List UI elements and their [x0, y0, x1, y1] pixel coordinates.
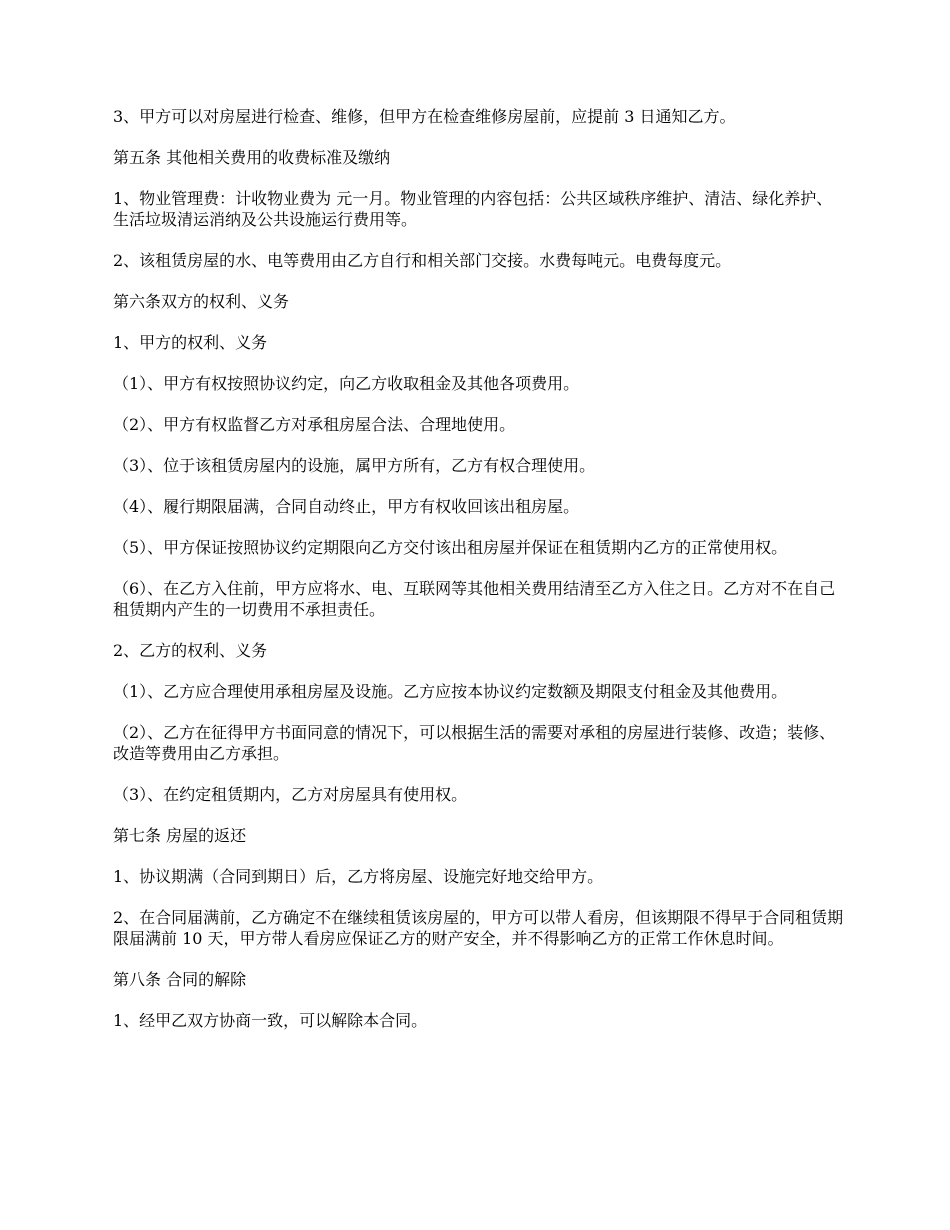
sub-clause-item: （2）、乙方在征得甲方书面同意的情况下，可以根据生活的需要对承租的房屋进行装修、改造；装修、改造等费用由乙方承担。 [113, 723, 836, 763]
article-heading: 第七条 房屋的返还 [113, 826, 247, 845]
clause-item: 3、甲方可以对房屋进行检查、维修，但甲方在检查维修房屋前，应提前 3 日通知乙方。 [113, 107, 736, 126]
article-heading: 第五条 其他相关费用的收费标准及缴纳 [113, 148, 391, 167]
sub-clause-item: （3）、位于该租赁房屋内的设施，属甲方所有，乙方有权合理使用。 [113, 456, 596, 475]
sub-clause-item: （1）、甲方有权按照协议约定，向乙方收取租金及其他各项费用。 [113, 374, 580, 393]
clause-item: 1、经甲乙双方协商一致，可以解除本合同。 [113, 1011, 428, 1030]
sub-clause-item: （6）、在乙方入住前，甲方应将水、电、互联网等其他相关费用结清至乙方入住之日。乙方对不在自己租赁期内产生的一切费用不承担责任。 [113, 579, 836, 619]
section-heading: 1、甲方的权利、义务 [113, 333, 268, 352]
sub-clause-item: （3）、在约定租赁期内，乙方对房屋具有使用权。 [113, 785, 468, 804]
article-heading: 第八条 合同的解除 [113, 970, 247, 989]
clause-item: 2、该租赁房屋的水、电等费用由乙方自行和相关部门交接。水费每吨元。电费每度元。 [113, 251, 732, 270]
clause-item: 1、物业管理费：计收物业费为 元一月。物业管理的内容包括：公共区域秩序维护、清洁、绿化养护、生活垃圾清运消纳及公共设施运行费用等。 [113, 189, 833, 229]
sub-clause-item: （5）、甲方保证按照协议约定期限向乙方交付该出租房屋并保证在租赁期内乙方的正常使用权。 [113, 538, 788, 557]
document-body [113, 106, 848, 1051]
article-heading: 第六条双方的权利、义务 [113, 292, 290, 311]
sub-clause-item: （4）、履行期限届满，合同自动终止，甲方有权收回该出租房屋。 [113, 497, 580, 516]
sub-clause-item: （2）、甲方有权监督乙方对承租房屋合法、合理地使用。 [113, 415, 516, 434]
clause-item: 2、在合同届满前，乙方确定不在继续租赁该房屋的，甲方可以带人看房，但该期限不得早于合同租赁期限届满前 10 天，甲方带人看房应保证乙方的财产安全，并不得影响乙方的正常工作休息时间。 [113, 908, 844, 948]
sub-clause-item: （1）、乙方应合理使用承租房屋及设施。乙方应按本协议约定数额及期限支付租金及其他费用。 [113, 682, 788, 701]
section-heading: 2、乙方的权利、义务 [113, 641, 268, 660]
clause-item: 1、协议期满（合同到期日）后，乙方将房屋、设施完好地交给甲方。 [113, 867, 604, 886]
